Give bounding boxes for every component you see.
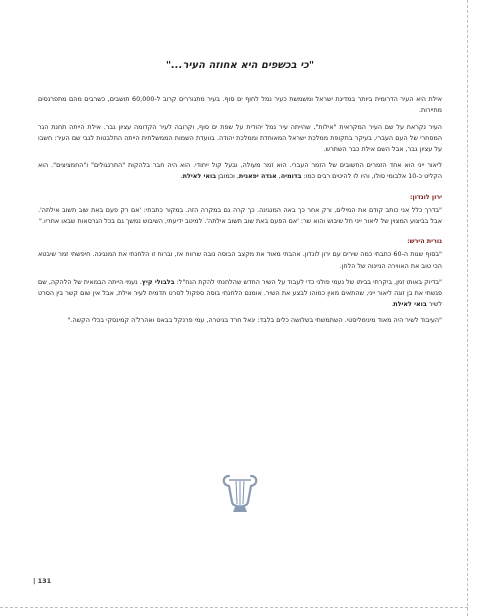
- article: [38, 60, 442, 332]
- text-span: ליאור ייני הוא אחד הזמרים החשובים של הזמר העברי. הוא זמר מעולה, ובעל קול ייחודי. הוא היה חבר בלהקות "התרנגולים" ו"החמציצים". הוא הקליט כ-10 אלבומי סולו, והיו לו להיטים רבים כמו:: [38, 161, 442, 181]
- quote-hirsh-2: [38, 277, 442, 311]
- page-number: | 131: [33, 577, 52, 585]
- song-title: בדומיה: [280, 172, 302, 181]
- quote-hirsh-3: "העיבוד לשיר היה מאוד מינימליסטי. השתמשתי בשלושה כלים בלבד: יגאל חרד בגיטרה, עמי פרנקל בבאס ואהרל'ה קמינסקי בכלי הקשה.": [67, 316, 442, 325]
- section-heading-london: ירון לונדון:: [410, 192, 442, 201]
- text-span: ,: [276, 172, 281, 181]
- quote-london: "בדרך כלל אני כותב קודם את המילים, ורק אחר כך באה המנגינה. כך קרה גם במקרה הזה. במקור כתבתי: 'אם רק פעם באת שוב תשוב אילתה'. אבל בביצוע המצוין של ליאור ייני חל שיבוש והוא שר: 'אם הפעם באת שוב תשוב אילתה'. למיטב ידיעתי, השיבוש נמשך גם בכל הגרסאות שבאו אחריו.": [38, 205, 442, 226]
- quote-hirsh-1: "בסוף שנות ה-60 כתבתי כמה שירים עם ירון לונדון. אהבתי מאוד את מקצב הבוסה נובה שרווח אז, וברוח זו הלחנתי את המנגינה. חיפשתי זמר שיבטא הכי טוב את האווירה הניינוה של הלחן.: [38, 250, 442, 270]
- paragraph-intro: אילת היא העיר הדרומית ביותר במדינת ישראל ומשמשת כעיר נמל לחוף ים סוף. בעיר מתגוררים קרוב ל-60,000 תושבים, כשרבים מהם מתפרנסים מתיירות.: [38, 95, 442, 115]
- song-title: בואי לאילת: [182, 172, 217, 181]
- text-span: , וכמובן: [216, 172, 239, 181]
- text-span: .: [391, 300, 394, 309]
- page-number-value: 131: [37, 577, 52, 585]
- paragraph-singer: [38, 160, 442, 182]
- song-title: אגדה יפאנית: [238, 172, 277, 181]
- section-heading-hirsh: נורית הירש:: [407, 237, 442, 246]
- text-span: "בדיוק באותו זמן, ביקרתי בביתו של נעמי פולני כדי לעבוד על השיר החדש שהלחנתי להקת הנח"ל:: [174, 277, 442, 286]
- lyre-icon: [220, 470, 260, 514]
- song-title: בלבולי קיץ: [141, 277, 175, 286]
- article-title: "כי בכשפים היא אחוזה העיר...": [165, 60, 315, 71]
- song-title: בואי לאילת: [393, 300, 427, 309]
- paragraph-name-origin: העיר נקראת על שם העיר המקראית "אילות", שהייתה עיר נמל יהודית על שפת ים סוף, וקרובה לעיר הקדומה עציון גבר. אילת הייתה תחנת הגר המסחרי של העם העברי, בעיקר בתקופת ממלכת ישראל המאוחדת וממלכת יהודה. בוועדת השמות הממשלתית הייתה התלבטות לגבי שם העיר: חשבו על עציון גבר, אבל השם אילת כבר השתרש.: [38, 122, 442, 154]
- text-span: . נעמי הייתה הבמאית של הלהקה, שם פגשתי את בן זוגה ליאור ייני, שהתאים מאין כמוהו לבצע את השיר. אומנם הלחנתי בוסה ספקול לסרט תדמית לעיר אילת, אבל אין שום קשר בין הסרט לשיר: [38, 277, 442, 309]
- text-span: .: [180, 172, 183, 181]
- margin-guide-bottom: [0, 607, 468, 608]
- margin-guide-right: [467, 0, 468, 616]
